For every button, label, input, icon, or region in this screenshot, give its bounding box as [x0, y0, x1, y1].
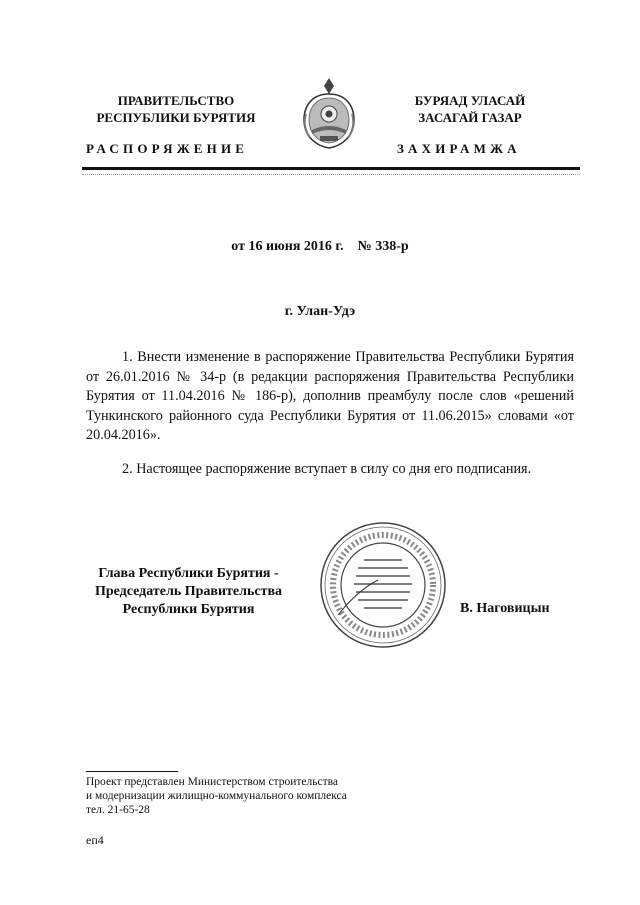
header-right: [380, 92, 560, 126]
official-seal-icon: [318, 520, 448, 650]
header-divider: [82, 167, 580, 170]
republic-of-buryatia-emblem-icon: [298, 76, 360, 150]
document-code: еп4: [86, 833, 104, 847]
signatory-name: В. Наговицын: [460, 601, 550, 616]
signatory-title-line1: Глава Республики Бурятия -: [98, 566, 279, 581]
footer-divider: [86, 771, 178, 772]
signatory-title: [86, 565, 291, 619]
document-city: г. Улан-Удэ: [284, 304, 356, 319]
signatory-title-line2: Председатель Правительства: [94, 584, 283, 599]
paragraph-1: 1. Внести изменение в распоряжение Правительства Республики Бурятия от 26.01.2016 № 34-р (в редакции распоряжения Правительства Республики Бурятия от 11.04.2016 № 186-р), дополнив преамбулу после слов «решений Тункинского районного суда Республики Бурятия от 11.06.2015» словами «от 20.04.2016».: [86, 349, 574, 443]
document-date-number: от 16 июня 2016 г. № 338-р: [231, 239, 409, 254]
footer-line1: Проект представлен Министерством строительства: [86, 776, 339, 788]
header-right-line1: БУРЯАД УЛАСАЙ: [414, 93, 526, 108]
header-left: [86, 92, 266, 126]
signatory-title-line3: Республики Бурятия: [122, 602, 255, 617]
paragraph-2: 2. Настоящее распоряжение вступает в силу со дня его подписания.: [122, 461, 532, 477]
header-right-line2: ЗАСАГАЙ ГАЗАР: [418, 110, 522, 125]
header-dotted-divider: [82, 174, 580, 175]
header-left-line2: РЕСПУБЛИКИ БУРЯТИЯ: [96, 110, 256, 125]
header-left-line1: ПРАВИТЕЛЬСТВО: [117, 93, 235, 108]
footer-line3: тел. 21-65-28: [86, 804, 150, 816]
document-kind-bua: ЗАХИРАМЖА: [397, 141, 521, 156]
footer-note: [86, 775, 446, 817]
document-kind-ru: РАСПОРЯЖЕНИЕ: [86, 141, 249, 156]
footer-line2: и модернизации жилищно-коммунального комплекса: [86, 790, 347, 802]
